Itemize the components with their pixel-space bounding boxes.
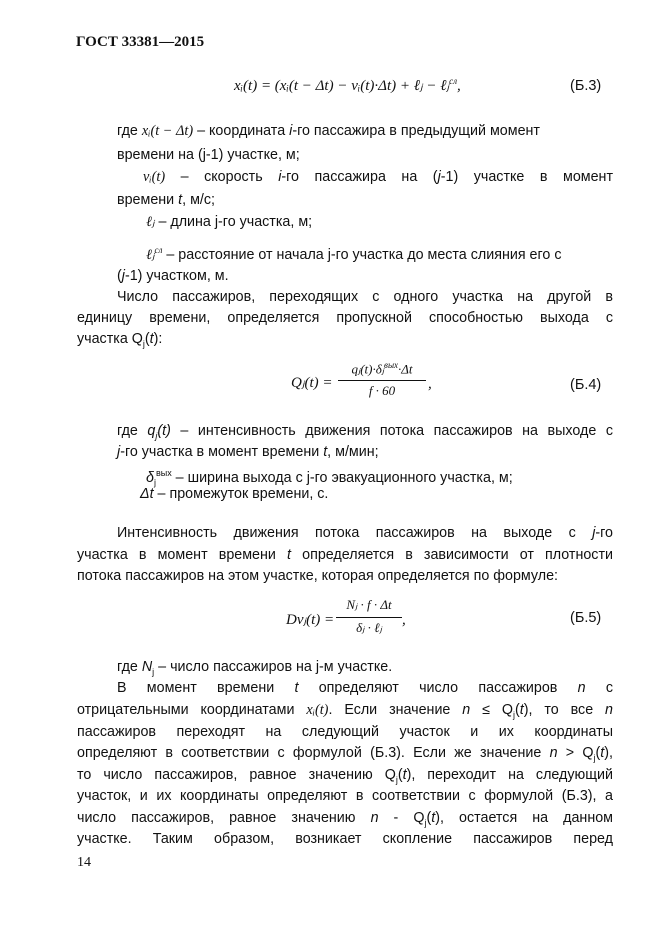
text-line: j-го участка в момент времени t, м/мин; [117,444,379,460]
text-line: ℓⱼ – длина j-го участка, м; [146,214,313,230]
equation-b4-tail: , [428,376,432,392]
text-line: Интенсивность движения потока пассажиров на выходе с j-го [117,525,613,541]
text-line: $\delta_j^{вых}$ – ширина выхода с j-го эвакуационного участка, м; [146,468,513,488]
inline-formula: vᵢ(t) [143,169,166,185]
equation-b4-denominator: f · 60 [368,383,396,398]
text-line: (j-1) участком, м. [117,268,229,284]
inline-formula: xᵢ(t) [306,702,329,718]
text-line: потока пассажиров на этом участке, которая определяется по формуле: [77,568,559,584]
equation-b5-numerator: Nⱼ · f · Δt [346,597,392,612]
equation-b4-label: (Б.4) [570,377,602,393]
text-line: времени на (j-1) участке, м; [117,147,300,163]
text-line: Δt – промежуток времени, с. [140,486,329,502]
text-line: участок, и их координаты определяют в соответствии с формулой (Б.3), а [77,788,613,804]
inline-formula: ℓⱼ [146,214,155,230]
equation-b3 [234,76,461,95]
equation-b4-fraction-bar [338,380,426,381]
text-line: где $N_j$ – число пассажиров на j-м участке. [117,659,393,677]
text-line: определяют в соответствии с формулой (Б.3). Если же значение $n > Q_j(t)$, [77,745,613,763]
text-line: пассажиров переходят на следующий участок и их координаты [77,724,613,740]
equation-b3-formula: xᵢ(t) = (xᵢ(t − Δt) − vᵢ(t)·Δt) + ℓⱼ − ℓⱼ [234,78,450,94]
text-line: времени t, м/с; [117,192,215,208]
text-line: vᵢ(t) – скорость i-го пассажира на (j-1) участке в момент [143,169,613,185]
text-line: где xᵢ(t − Δt) – координата i-го пассажира в предыдущий момент [117,123,540,139]
equation-b5-lhs: Dvⱼ(t) = [286,612,335,628]
inline-formula: ℓⱼ [146,246,155,263]
text-line: где $q_j(t)$ – интенсивность движения потока пассажиров на выходе с [117,423,613,441]
text-line: В момент времени t определяют число пассажиров n с [117,680,613,696]
equation-b3-sup: сл [449,76,458,86]
text-line: участка в момент времени t определяется в зависимости от плотности [77,547,613,563]
text-line: отрицательными координатами xᵢ(t). Если значение $n \le Q_j(t)$, то все n [77,702,613,720]
equation-b5-label: (Б.5) [570,610,602,626]
inline-formula: xᵢ(t − Δt) [141,123,194,139]
equation-b3-label: (Б.3) [570,78,602,94]
text-line: участка $Q_j(t)$: [77,331,163,349]
text-line: единицу времени, определяется пропускной способностью выхода с [77,310,613,326]
text-line: число пассажиров, равное значению n - $Q_j(t)$, остается на данном [77,810,613,828]
text-line: ℓⱼ$^{сл}$ – расстояние от начала j-го участка до места слияния его с [146,245,562,263]
equation-b5-tail: , [402,612,406,628]
equation-b5-denominator: δⱼ · ℓⱼ [356,620,382,635]
equation-b3-tail: , [457,78,461,94]
document-header: ГОСТ 33381—2015 [76,34,205,50]
text-line: то число пассажиров, равное значению $Q_j(t)$, переходит на следующий [77,767,613,785]
equation-b4-lhs: Qⱼ(t) = [291,375,333,391]
equation-b4-numerator: qⱼ(t)·δⱼ$^{вых}$·Δt [351,360,413,377]
page-number: 14 [77,855,91,870]
text-line: участке. Таким образом, возникает скопление пассажиров перед [77,831,613,847]
equation-b5-fraction-bar [336,617,402,618]
text-line: Число пассажиров, переходящих с одного участка на другой в [117,289,613,305]
